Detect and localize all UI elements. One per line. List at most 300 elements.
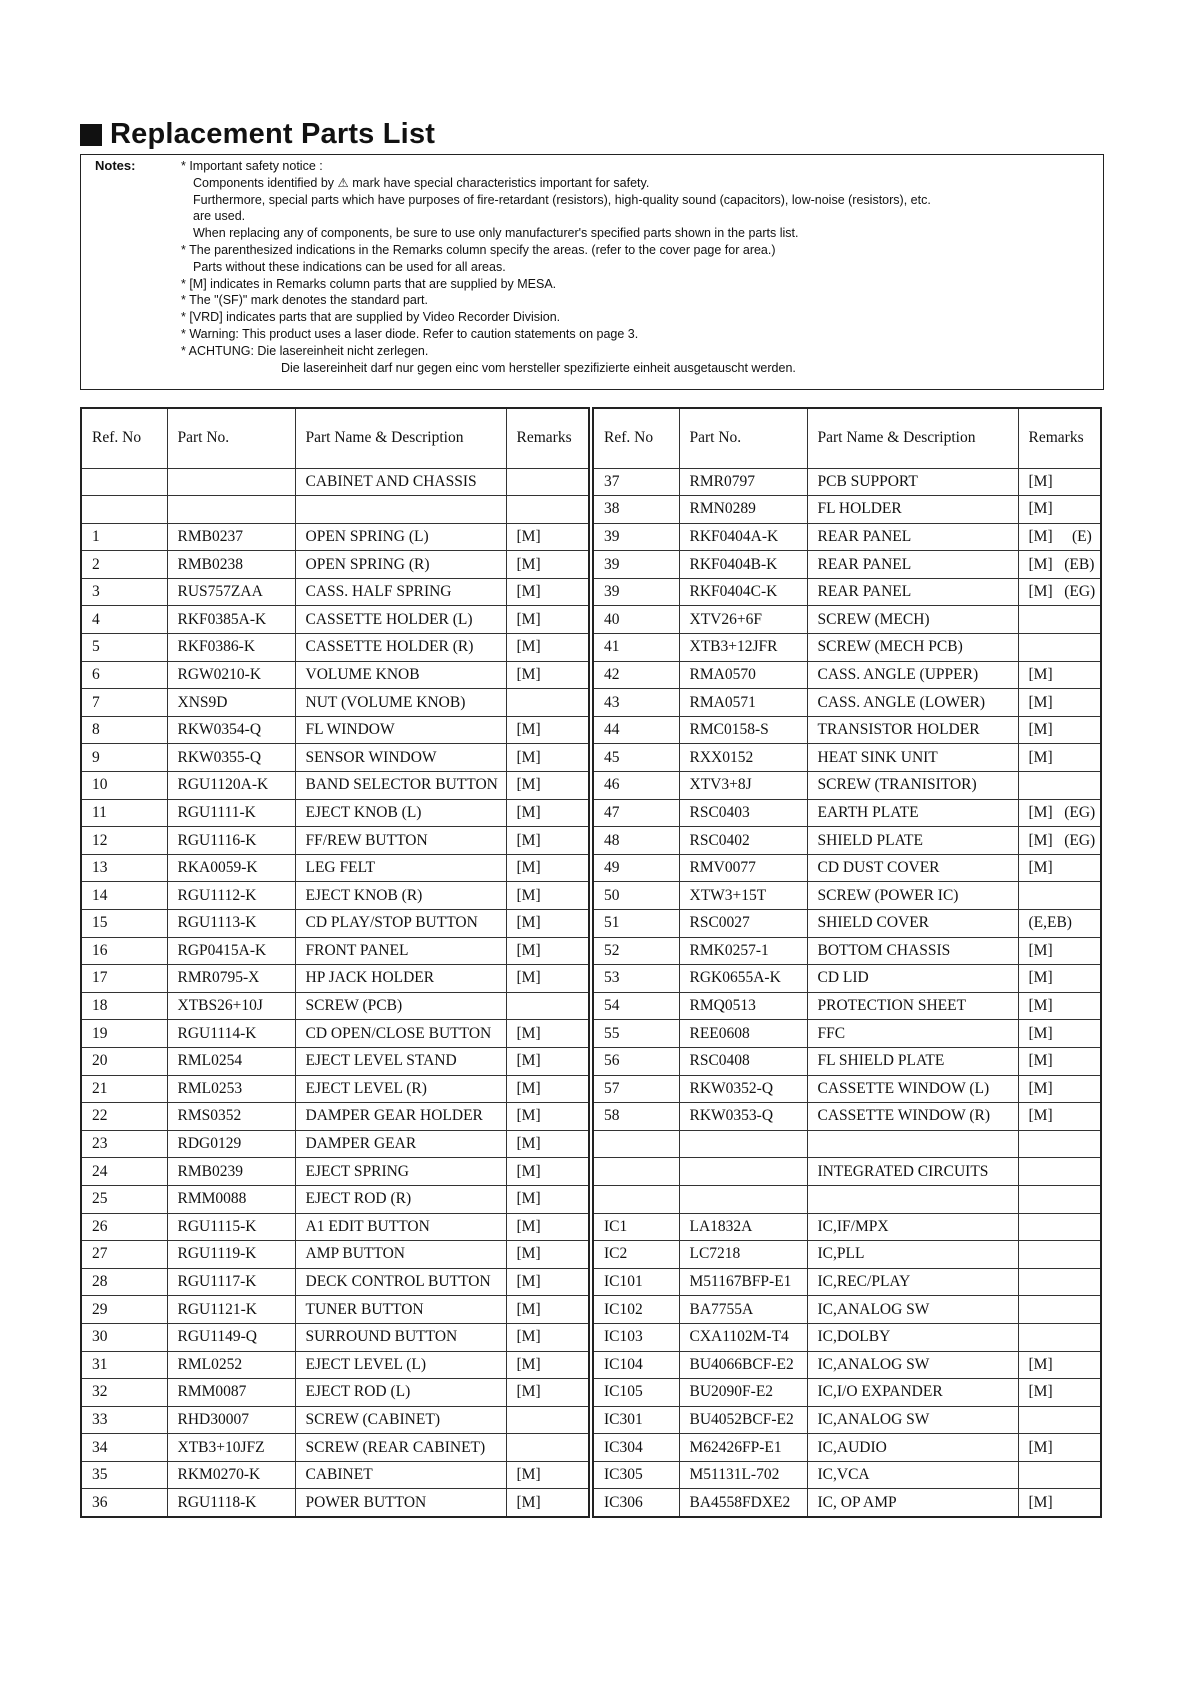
remarks-cell (1018, 1185, 1101, 1213)
table-row (81, 992, 589, 1020)
part-no-cell: M62426FP-E1 (679, 1434, 807, 1462)
part-no-cell: RKF0404A-K (679, 523, 807, 551)
description-cell: EJECT LEVEL STAND (295, 1047, 506, 1075)
table-row (81, 854, 589, 882)
table-row (81, 827, 589, 855)
remarks-cell: [M] (1018, 1103, 1101, 1131)
part-no-cell: RSC0403 (679, 799, 807, 827)
table-row (81, 799, 589, 827)
remarks-cell: [M] (506, 606, 589, 634)
part-no-cell: RKA0059-K (167, 854, 295, 882)
part-no-cell: RMK0257-1 (679, 937, 807, 965)
remarks-cell: [M] (506, 1241, 589, 1269)
table-row (593, 1323, 1101, 1351)
part-no-cell: RKW0355-Q (167, 744, 295, 772)
part-no-cell: RMR0795-X (167, 965, 295, 993)
remarks-cell: [M] (506, 882, 589, 910)
remarks-cell: [M] (506, 1489, 589, 1517)
description-cell (807, 1185, 1018, 1213)
parts-table-left (80, 407, 590, 1518)
ref-cell: IC104 (593, 1351, 679, 1379)
part-no-cell: BA7755A (679, 1296, 807, 1324)
part-no-cell: XTB3+12JFR (679, 634, 807, 662)
description-cell: DAMPER GEAR (295, 1130, 506, 1158)
table-row (593, 937, 1101, 965)
remarks-cell (1018, 606, 1101, 634)
table-row (593, 468, 1101, 496)
table-row (593, 496, 1101, 524)
table-row (81, 1351, 589, 1379)
description-cell (807, 1130, 1018, 1158)
table-row (81, 1489, 589, 1517)
description-cell: SCREW (POWER IC) (807, 882, 1018, 910)
note-line: When replacing any of components, be sure to use only manufacturer's specified parts shown in the parts list. (193, 226, 799, 241)
remarks-cell (1018, 1461, 1101, 1489)
description-cell: OPEN SPRING (L) (295, 523, 506, 551)
remarks-cell: [M] (506, 1185, 589, 1213)
ref-cell (593, 1158, 679, 1186)
remarks-cell (506, 1434, 589, 1462)
ref-cell: 53 (593, 965, 679, 993)
table-row (593, 799, 1101, 827)
ref-cell: 24 (81, 1158, 167, 1186)
part-no-cell: BU4066BCF-E2 (679, 1351, 807, 1379)
description-cell: CASS. ANGLE (LOWER) (807, 689, 1018, 717)
part-no-cell: RMV0077 (679, 854, 807, 882)
description-cell: VOLUME KNOB (295, 661, 506, 689)
part-no-cell: RGU1114-K (167, 1020, 295, 1048)
part-no-cell: RSC0408 (679, 1047, 807, 1075)
remarks-cell: [M] (506, 1158, 589, 1186)
remarks-cell (1018, 1158, 1101, 1186)
ref-cell: 48 (593, 827, 679, 855)
part-no-cell: REE0608 (679, 1020, 807, 1048)
remarks-cell: [M] (506, 1213, 589, 1241)
header-part-no: Part No. (167, 408, 295, 468)
remarks-cell: [M] (506, 1075, 589, 1103)
description-cell: IC,VCA (807, 1461, 1018, 1489)
table-row (81, 689, 589, 717)
remarks-cell: [M] (EG) (1018, 827, 1101, 855)
remarks-cell: [M] (1018, 1075, 1101, 1103)
ref-cell: 52 (593, 937, 679, 965)
table-row (81, 1434, 589, 1462)
ref-cell: 3 (81, 578, 167, 606)
table-row (593, 606, 1101, 634)
remarks-cell (1018, 1323, 1101, 1351)
table-row (593, 827, 1101, 855)
table-row (593, 1296, 1101, 1324)
part-no-cell: RMQ0513 (679, 992, 807, 1020)
ref-cell: IC101 (593, 1268, 679, 1296)
remarks-cell: [M] (506, 799, 589, 827)
remarks-cell: [M] (506, 910, 589, 938)
remarks-cell: [M] (E) (1018, 523, 1101, 551)
remarks-cell: [M] (506, 1020, 589, 1048)
part-no-cell: CXA1102M-T4 (679, 1323, 807, 1351)
description-cell: SCREW (REAR CABINET) (295, 1434, 506, 1462)
ref-cell: 8 (81, 716, 167, 744)
description-cell: TRANSISTOR HOLDER (807, 716, 1018, 744)
ref-cell: IC103 (593, 1323, 679, 1351)
table-row (593, 992, 1101, 1020)
description-cell: HEAT SINK UNIT (807, 744, 1018, 772)
part-no-cell: RSC0027 (679, 910, 807, 938)
part-no-cell: RGP0415A-K (167, 937, 295, 965)
table-row (81, 1130, 589, 1158)
table-row (81, 1103, 589, 1131)
table-row (81, 1406, 589, 1434)
table-row (81, 1213, 589, 1241)
note-line: * Important safety notice : (181, 159, 323, 173)
table-row (81, 634, 589, 662)
remarks-cell: [M] (506, 965, 589, 993)
ref-cell: 27 (81, 1241, 167, 1269)
description-cell: FL SHIELD PLATE (807, 1047, 1018, 1075)
ref-cell: 40 (593, 606, 679, 634)
description-cell: OPEN SPRING (R) (295, 551, 506, 579)
remarks-cell (1018, 772, 1101, 800)
table-row (81, 551, 589, 579)
description-cell: IC,ANALOG SW (807, 1296, 1018, 1324)
table-row (81, 1185, 589, 1213)
table-row (593, 1047, 1101, 1075)
table-row (593, 1130, 1101, 1158)
table-row (593, 1158, 1101, 1186)
table-row (593, 634, 1101, 662)
remarks-cell: [M] (506, 1351, 589, 1379)
ref-cell: 30 (81, 1323, 167, 1351)
part-no-cell: RGU1121-K (167, 1296, 295, 1324)
part-no-cell: RHD30007 (167, 1406, 295, 1434)
description-cell: CD OPEN/CLOSE BUTTON (295, 1020, 506, 1048)
description-cell: CASSETTE HOLDER (L) (295, 606, 506, 634)
table-row (81, 1461, 589, 1489)
part-no-cell: RGU1120A-K (167, 772, 295, 800)
remarks-cell: [M] (506, 578, 589, 606)
table-row (593, 1461, 1101, 1489)
part-no-cell: RKF0404B-K (679, 551, 807, 579)
remarks-cell: [M] (506, 744, 589, 772)
ref-cell: 37 (593, 468, 679, 496)
page-title: Replacement Parts List (80, 118, 435, 151)
remarks-cell: [M] (506, 716, 589, 744)
note-line: Components identified by ⚠ mark have special characteristics important for safety. (193, 175, 650, 190)
ref-cell: 43 (593, 689, 679, 717)
table-row (81, 1075, 589, 1103)
description-cell: CASSETTE WINDOW (L) (807, 1075, 1018, 1103)
part-no-cell: RMB0237 (167, 523, 295, 551)
note-line: * [VRD] indicates parts that are supplied by Video Recorder Division. (181, 310, 561, 325)
description-cell: EJECT LEVEL (R) (295, 1075, 506, 1103)
remarks-cell (506, 468, 589, 496)
description-cell: CD PLAY/STOP BUTTON (295, 910, 506, 938)
table-row (81, 468, 589, 496)
part-no-cell: RKW0354-Q (167, 716, 295, 744)
ref-cell: 42 (593, 661, 679, 689)
note-line: Furthermore, special parts which have purposes of fire-retardant (resistors), high-quality sound (capacitors), low-noise (resistors), etc. (193, 192, 931, 207)
table-row (81, 882, 589, 910)
remarks-cell: [M] (506, 1461, 589, 1489)
notes-body (181, 158, 1093, 376)
part-no-cell: RKW0352-Q (679, 1075, 807, 1103)
ref-cell: 17 (81, 965, 167, 993)
ref-cell: 14 (81, 882, 167, 910)
part-no-cell: M51167BFP-E1 (679, 1268, 807, 1296)
description-cell: SENSOR WINDOW (295, 744, 506, 772)
part-no-cell: LC7218 (679, 1241, 807, 1269)
bullet-square-icon (80, 124, 102, 146)
description-cell: CD DUST COVER (807, 854, 1018, 882)
description-cell: DECK CONTROL BUTTON (295, 1268, 506, 1296)
note-line: * Warning: This product uses a laser diode. Refer to caution statements on page 3. (181, 326, 639, 341)
ref-cell: 41 (593, 634, 679, 662)
note-line: Parts without these indications can be used for all areas. (193, 259, 506, 274)
remarks-cell: [M] (1018, 1351, 1101, 1379)
ref-cell: 21 (81, 1075, 167, 1103)
part-no-cell: RGU1119-K (167, 1241, 295, 1269)
ref-cell: 45 (593, 744, 679, 772)
header-description: Part Name & Description (807, 408, 1018, 468)
ref-cell (593, 1130, 679, 1158)
part-no-cell: RGK0655A-K (679, 965, 807, 993)
ref-cell: IC2 (593, 1241, 679, 1269)
table-row (81, 496, 589, 524)
remarks-cell (1018, 882, 1101, 910)
remarks-cell: [M] (1018, 1379, 1101, 1407)
part-no-cell: RMR0797 (679, 468, 807, 496)
remarks-cell: [M] (1018, 1047, 1101, 1075)
remarks-cell: [M] (1018, 965, 1101, 993)
ref-cell: 32 (81, 1379, 167, 1407)
remarks-cell: [M] (1018, 744, 1101, 772)
description-cell: EJECT ROD (L) (295, 1379, 506, 1407)
description-cell: FFC (807, 1020, 1018, 1048)
ref-cell: 39 (593, 523, 679, 551)
note-line: * ACHTUNG: Die lasereinheit nicht zerlegen. (181, 343, 429, 358)
part-no-cell: RDG0129 (167, 1130, 295, 1158)
remarks-cell: [M] (506, 1047, 589, 1075)
description-cell: IC,IF/MPX (807, 1213, 1018, 1241)
ref-cell: 20 (81, 1047, 167, 1075)
description-cell: REAR PANEL (807, 578, 1018, 606)
ref-cell: IC306 (593, 1489, 679, 1517)
part-no-cell (167, 468, 295, 496)
description-cell: BAND SELECTOR BUTTON (295, 772, 506, 800)
remarks-cell: [M] (1018, 689, 1101, 717)
part-no-cell: RKF0386-K (167, 634, 295, 662)
ref-cell: 23 (81, 1130, 167, 1158)
ref-cell (81, 468, 167, 496)
table-row (593, 1379, 1101, 1407)
ref-cell: 18 (81, 992, 167, 1020)
note-line: are used. (193, 209, 246, 224)
ref-cell: 15 (81, 910, 167, 938)
description-cell: REAR PANEL (807, 551, 1018, 579)
ref-cell: 38 (593, 496, 679, 524)
description-cell: CASSETTE HOLDER (R) (295, 634, 506, 662)
ref-cell: 26 (81, 1213, 167, 1241)
remarks-cell (506, 689, 589, 717)
part-no-cell: RKF0385A-K (167, 606, 295, 634)
remarks-cell: [M] (EB) (1018, 551, 1101, 579)
table-row (593, 661, 1101, 689)
note-line: * The "(SF)" mark denotes the standard part. (181, 293, 428, 308)
remarks-cell (506, 496, 589, 524)
part-no-cell: BU2090F-E2 (679, 1379, 807, 1407)
description-cell: FL HOLDER (807, 496, 1018, 524)
table-row (593, 854, 1101, 882)
table-row (593, 1434, 1101, 1462)
description-cell: FRONT PANEL (295, 937, 506, 965)
part-no-cell: BU4052BCF-E2 (679, 1406, 807, 1434)
description-cell: LEG FELT (295, 854, 506, 882)
description-cell: AMP BUTTON (295, 1241, 506, 1269)
table-row (593, 689, 1101, 717)
remarks-cell: [M] (EG) (1018, 799, 1101, 827)
remarks-cell: [M] (506, 937, 589, 965)
remarks-cell: [M] (1018, 854, 1101, 882)
part-no-cell: RUS757ZAA (167, 578, 295, 606)
description-cell: CABINET AND CHASSIS (295, 468, 506, 496)
table-row (593, 1406, 1101, 1434)
remarks-cell: [M] (1018, 661, 1101, 689)
remarks-cell: [M] (506, 523, 589, 551)
remarks-cell: [M] (1018, 716, 1101, 744)
description-cell: POWER BUTTON (295, 1489, 506, 1517)
ref-cell: IC304 (593, 1434, 679, 1462)
table-row (593, 910, 1101, 938)
part-no-cell: XTV26+6F (679, 606, 807, 634)
table-row (81, 1323, 589, 1351)
description-cell: SHIELD COVER (807, 910, 1018, 938)
description-cell: CABINET (295, 1461, 506, 1489)
part-no-cell: RMS0352 (167, 1103, 295, 1131)
remarks-cell: [M] (506, 1379, 589, 1407)
table-row (593, 1103, 1101, 1131)
part-no-cell: RMA0571 (679, 689, 807, 717)
remarks-cell (1018, 1213, 1101, 1241)
part-no-cell: RGU1118-K (167, 1489, 295, 1517)
part-no-cell: RML0254 (167, 1047, 295, 1075)
table-row (593, 1020, 1101, 1048)
notes-label: Notes: (95, 158, 136, 173)
remarks-cell (1018, 1296, 1101, 1324)
description-cell: EJECT KNOB (R) (295, 882, 506, 910)
description-cell: SCREW (MECH) (807, 606, 1018, 634)
remarks-cell (1018, 1406, 1101, 1434)
remarks-cell: [M] (506, 827, 589, 855)
table-row (81, 1268, 589, 1296)
part-no-cell (679, 1185, 807, 1213)
remarks-cell (1018, 634, 1101, 662)
table-row (81, 1020, 589, 1048)
ref-cell: 57 (593, 1075, 679, 1103)
ref-cell: 44 (593, 716, 679, 744)
ref-cell: 7 (81, 689, 167, 717)
table-row (593, 965, 1101, 993)
description-cell: DAMPER GEAR HOLDER (295, 1103, 506, 1131)
ref-cell: IC105 (593, 1379, 679, 1407)
description-cell: HP JACK HOLDER (295, 965, 506, 993)
part-no-cell: RGU1116-K (167, 827, 295, 855)
table-row (593, 523, 1101, 551)
ref-cell: 29 (81, 1296, 167, 1324)
table-row (81, 937, 589, 965)
description-cell: EJECT SPRING (295, 1158, 506, 1186)
ref-cell: 47 (593, 799, 679, 827)
part-no-cell: RGU1117-K (167, 1268, 295, 1296)
remarks-cell: [M] (1018, 496, 1101, 524)
description-cell: FF/REW BUTTON (295, 827, 506, 855)
part-no-cell: RMA0570 (679, 661, 807, 689)
part-no-cell: RKF0404C-K (679, 578, 807, 606)
table-row (593, 1351, 1101, 1379)
description-cell: CASS. HALF SPRING (295, 578, 506, 606)
table-row (81, 1158, 589, 1186)
remarks-cell: [M] (1018, 937, 1101, 965)
ref-cell: IC301 (593, 1406, 679, 1434)
remarks-cell: [M] (EG) (1018, 578, 1101, 606)
part-no-cell: XNS9D (167, 689, 295, 717)
description-cell: EJECT KNOB (L) (295, 799, 506, 827)
table-row (593, 1241, 1101, 1269)
part-no-cell: RMM0088 (167, 1185, 295, 1213)
table-row (593, 578, 1101, 606)
description-cell: SURROUND BUTTON (295, 1323, 506, 1351)
ref-cell: 31 (81, 1351, 167, 1379)
remarks-cell: [M] (506, 551, 589, 579)
remarks-cell: [M] (1018, 1434, 1101, 1462)
part-no-cell: RGU1113-K (167, 910, 295, 938)
ref-cell: IC1 (593, 1213, 679, 1241)
part-no-cell: RKM0270-K (167, 1461, 295, 1489)
remarks-cell (506, 1406, 589, 1434)
ref-cell: 54 (593, 992, 679, 1020)
ref-cell: 25 (81, 1185, 167, 1213)
ref-cell: 49 (593, 854, 679, 882)
description-cell: CASS. ANGLE (UPPER) (807, 661, 1018, 689)
remarks-cell: [M] (506, 661, 589, 689)
note-line: * [M] indicates in Remarks column parts that are supplied by MESA. (181, 276, 557, 291)
table-row (81, 744, 589, 772)
ref-cell: 36 (81, 1489, 167, 1517)
part-no-cell: RGU1115-K (167, 1213, 295, 1241)
part-no-cell: RMB0238 (167, 551, 295, 579)
note-line: * The parenthesized indications in the Remarks column specify the areas. (refer to the cover page for area.) (181, 242, 776, 257)
ref-cell: IC305 (593, 1461, 679, 1489)
description-cell: SCREW (MECH PCB) (807, 634, 1018, 662)
table-row (81, 661, 589, 689)
description-cell: NUT (VOLUME KNOB) (295, 689, 506, 717)
notes-box (80, 154, 1104, 390)
table-row (81, 1241, 589, 1269)
description-cell: CASSETTE WINDOW (R) (807, 1103, 1018, 1131)
description-cell: IC,ANALOG SW (807, 1351, 1018, 1379)
table-row (81, 965, 589, 993)
description-cell: INTEGRATED CIRCUITS (807, 1158, 1018, 1186)
part-no-cell: RMB0239 (167, 1158, 295, 1186)
table-row (81, 1047, 589, 1075)
part-no-cell: XTV3+8J (679, 772, 807, 800)
table-row (593, 551, 1101, 579)
ref-cell: 1 (81, 523, 167, 551)
remarks-cell (1018, 1241, 1101, 1269)
description-cell: IC,REC/PLAY (807, 1268, 1018, 1296)
remarks-cell: (E,EB) (1018, 910, 1101, 938)
part-no-cell (679, 1130, 807, 1158)
ref-cell: 4 (81, 606, 167, 634)
